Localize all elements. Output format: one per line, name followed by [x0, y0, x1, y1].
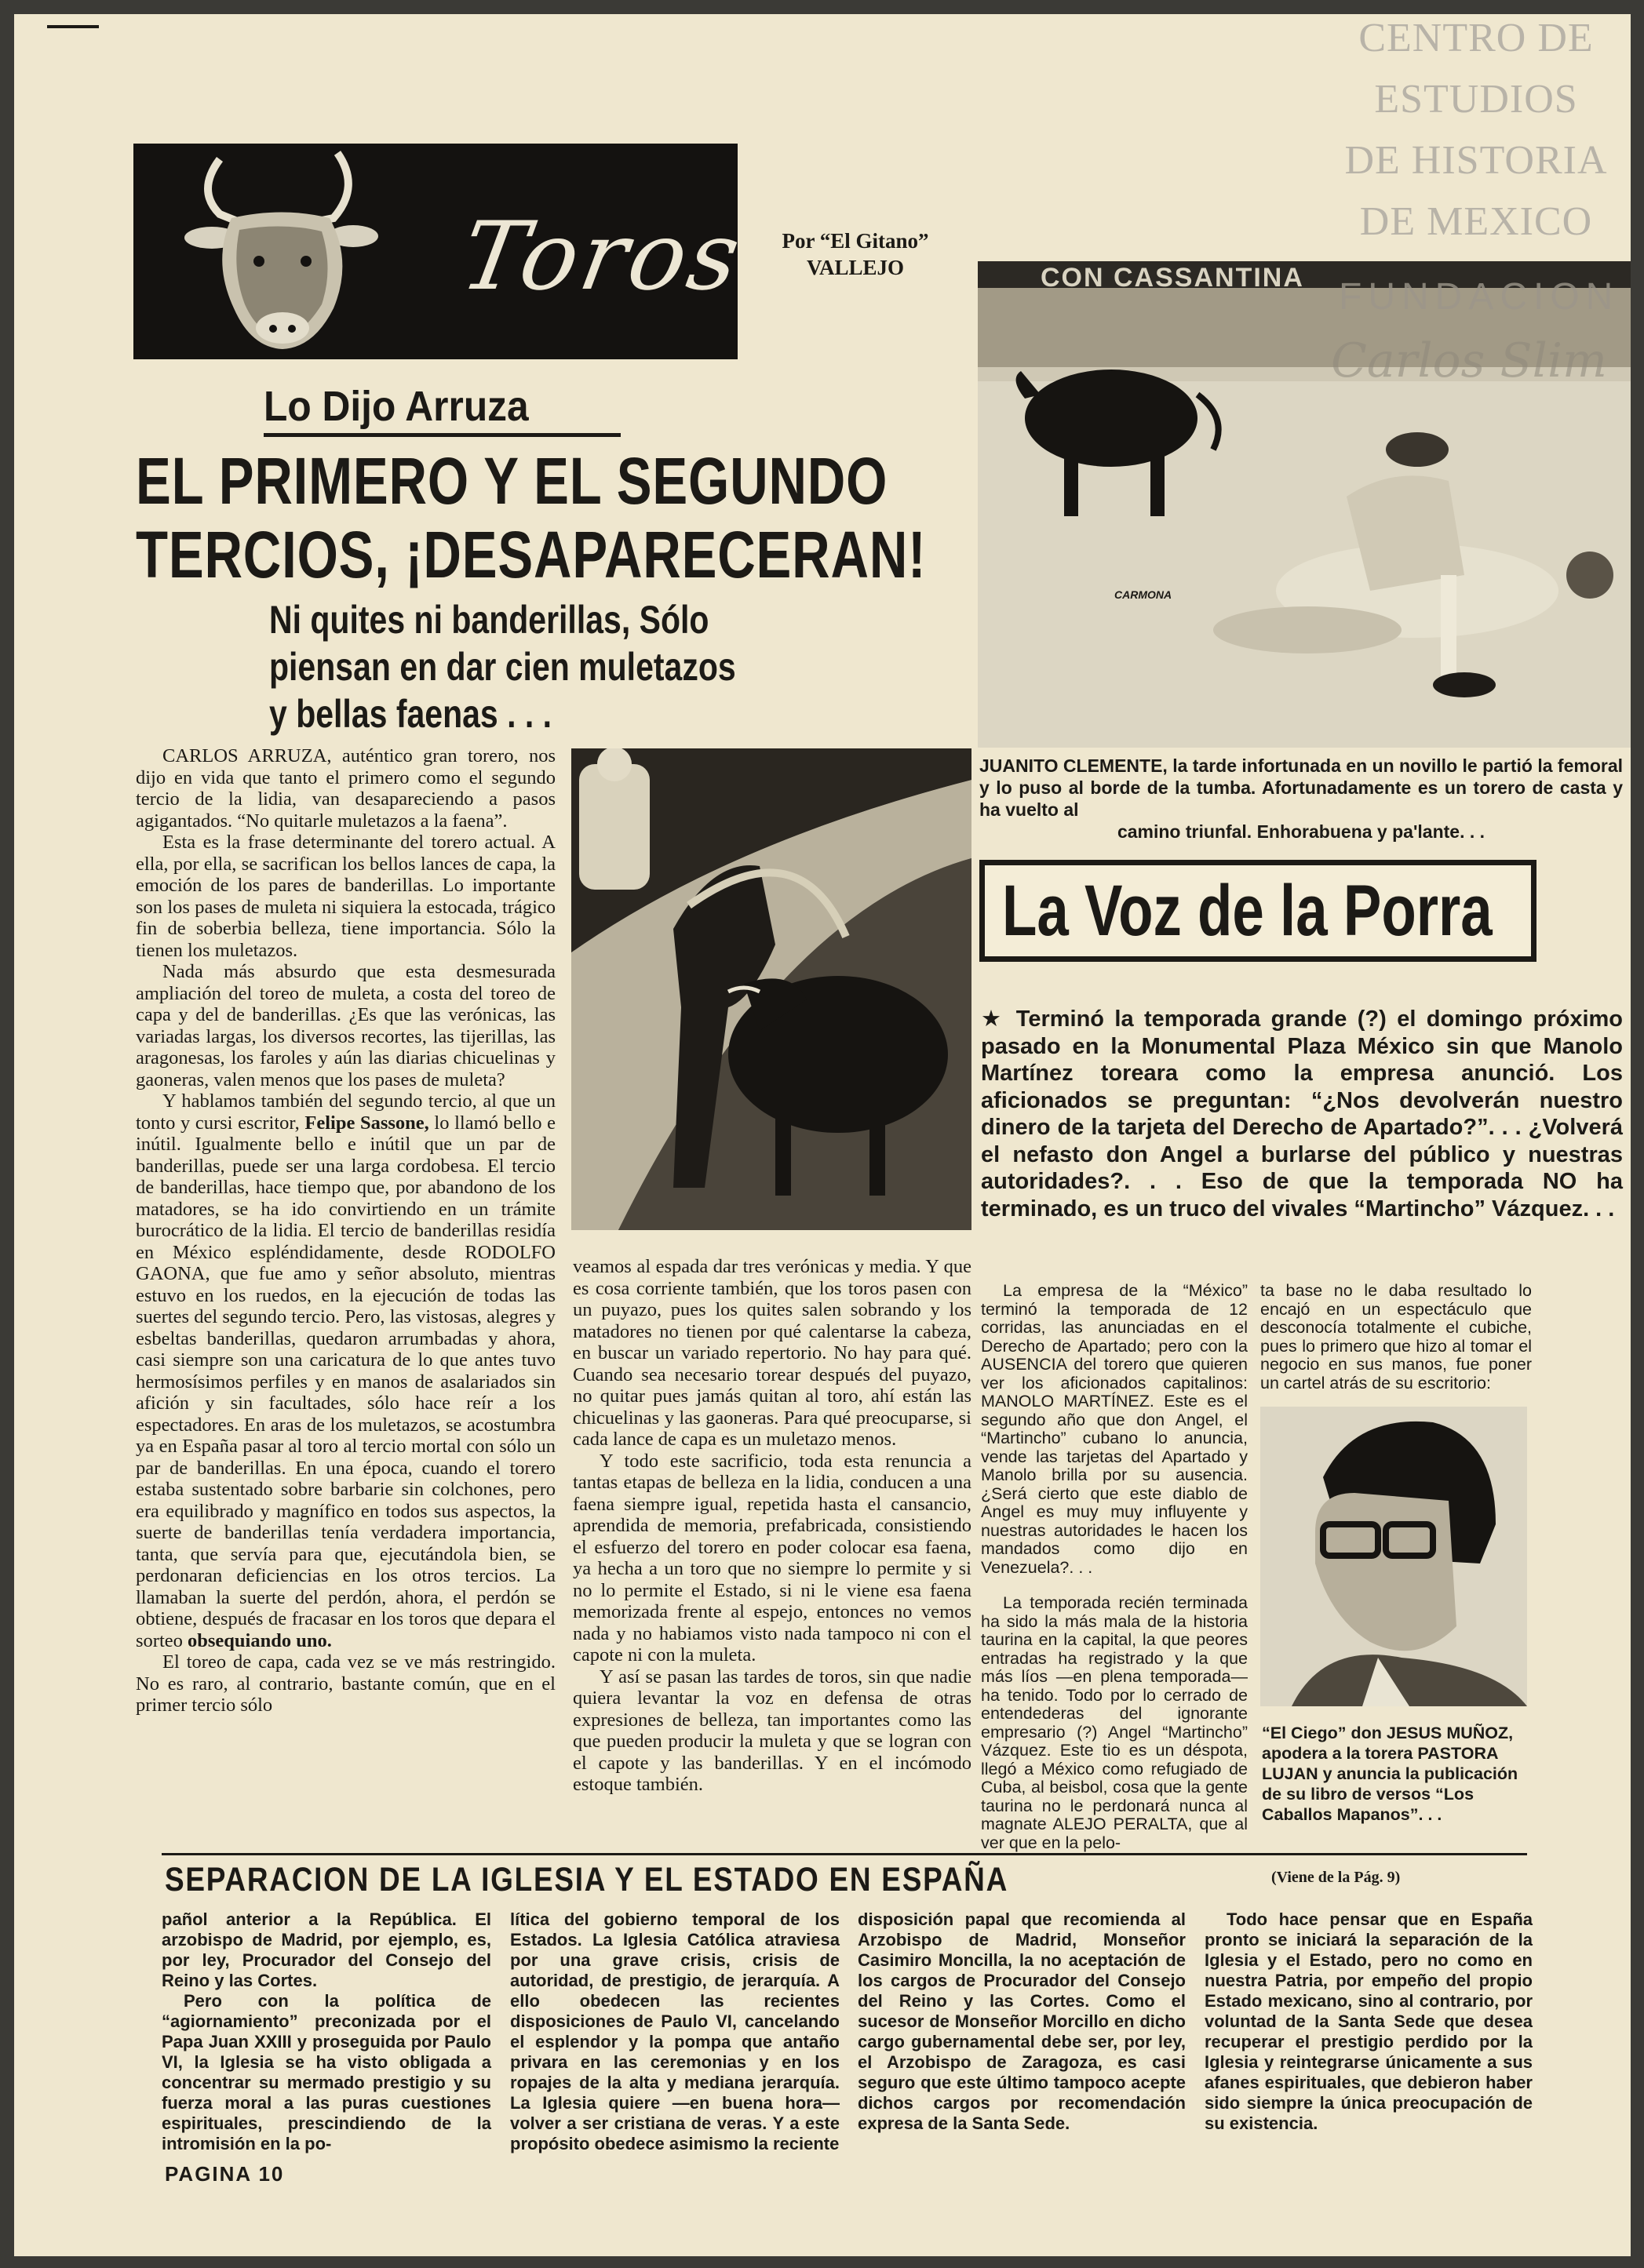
goring-photo [978, 261, 1631, 748]
porra-column-b [1260, 1282, 1532, 1410]
archive-watermark [1307, 14, 1631, 253]
headline [136, 444, 983, 592]
watermark-line: ESTUDIOS [1374, 77, 1578, 122]
paragraph: La temporada recién terminada ha sido la más mala de la historia taurina en la capital, la que peores entradas ha registrado y la que más líos —en plena temporada— ha tenido. Todo por lo cerrado de entendederas del ignorante empresario (?) Angel “Martincho” Vázquez. Este tio es un déspota, llegó a México como refugiado de Cuba, al beisbol, cosa que la gente taurina no le perdonará nunca al magnate ALEJO PERALTA, que al ver que en la pelo- [981, 1593, 1248, 1852]
paragraph: pañol anterior a la República. El arzobispo de Madrid, por ejemplo, es, por ley, Procurador del Consejo del Reino y las Cortes. [162, 1909, 491, 1990]
bottom-column-1 [162, 1909, 491, 2154]
bottom-column-4 [1205, 1909, 1533, 2134]
paragraph: Nada más absurdo que esta desmesurada ampliación del toreo de muleta, a costa del toreo de capa y del de banderillas. ¿Es que las verónicas, las variadas largas, los diversos recortes, las tijerillas, las aragonesas, los faroles y aún las diarias chicuelinas y gaoneras, valen menos que los pases de muleta? [136, 961, 556, 1090]
bullfight-photo [571, 748, 971, 1230]
bottom-column-2 [510, 1909, 840, 2154]
bullfighter-image [571, 748, 971, 1230]
page-number: PAGINA 10 [165, 2162, 285, 2186]
deck [269, 596, 866, 737]
paragraph: La empresa de la “México” terminó la temporada de 12 corridas, las anunciadas en el Derecho de Apartado; pero con la AUSENCIA del torero que quieren ver los aficionados capitalinos: MANOLO MARTÍNEZ. Este es el segundo año que don Angel, el “Martincho” cubano lo anuncia, vende las tarjetas del Apartado y Manolo brilla por su ausencia. ¿Será cierto que este diablo de Angel es muy muy influyente y nuestras autoridades le hacen los mandados como dijo en Venezuela?. . . [981, 1282, 1248, 1577]
headline-line-2: TERCIOS, ¡DESAPARECERAN! [136, 518, 927, 592]
bold-name: Felipe Sassone, [304, 1112, 429, 1134]
headline-line-1: EL PRIMERO Y EL SEGUNDO [136, 444, 888, 518]
caption-line: camino triunfal. Enhorabuena y pa'lante. . . [1117, 821, 1485, 842]
paragraph: Pero con la política de “agiornamiento” preconizada por el Papa Juan XXIII y proseguida por Paulo VI, la Iglesia se ha visto obligada a concentrar su mermado prestigio y su fuerza moral a las puras cuestiones espirituales, prescindiendo de la intromisión en la po- [162, 1991, 491, 2153]
photo-stamp: FUNDACION [1339, 276, 1620, 318]
paragraph: El toreo de capa, cada vez se ve más restringido. No es raro, al contrario, bastante común, que en el primer tercio sólo [136, 1651, 556, 1716]
byline-line-1: Por “El Gitano” [782, 229, 929, 253]
paragraph: Y todo este sacrificio, toda esta renuncia a tantas etapas de belleza en la lidia, conducen a una faena siempre igual, repetida hasta el cansancio, aprendida de memoria, prefabricada, consistiendo el esfuerzo del torero en poder colocar esa faena, ya hecha a un toro que no siempre lo permite y si no lo permite el Estado, si ni le viene esa faena memorizada frente al espejo, entonces no vemos nada y no habiamos visto nada tampoco ni con el capote ni con la muleta. [573, 1450, 971, 1666]
watermark-line: CENTRO DE [1358, 16, 1594, 60]
paragraph: Y así se pasan las tardes de toros, sin que nadie quiera levantar la voz en defensa de otras expresiones de belleza, tan importantes como las que pueden producir la muleta y que se logran con el capote y las banderillas. Y en el incómodo estoque también. [573, 1666, 971, 1795]
paragraph: Esta es la frase determinante del torero actual. A ella, por ella, se sacrifican los bellos lances de capa, la emoción de los pares de banderillas. Lo importante son los pases de muleta ni siquiera la estocada, trágico fin de soberbia belleza, tiene importancia. Sólo la tienen los muletazos. [136, 832, 556, 961]
text-run: lo llamó bello e inútil. Igualmente bello e inútil que un par de banderillas, puede ser una larga cordobesa. El tercio de banderillas, hace tiempo que, por abandono de los matadores, se ha ido convirtiendo en un trámite burocrático de la lidia. El tercio de banderillas residía en México espléndidamente, desde RODOLFO GAONA, que fue amo y señor absoluto, mientras estuvo en los ruedos, en la ejecución de todas las suertes del segundo tercio. Pero, las vistosas, alegres y esbeltas banderillas, quedaron arrumbadas y ahora, casi siempre son una caricatura de lo que antes tuvo hermosísimos perfiles y en manos de asalariados sin afición y sin facultades, sólo hace reír a los espectadores. En aras de los muletazos, se acostumbra ya en España pasar al toro al tercio mortal con sólo un par de banderillas. En una época, cuando el torero estaba sustentado sobre barbarie sin colchones, pero era equilibrado y magnífico en todos sus aspectos, la suerte de banderillas tenía verdadera importancia, tanta, que servía para que, ejecutándola bien, se perdonaran deficiencias en los otros tercios. La llamaban la suerte del perdón, ahora, el perdón se obtiene, después de fracasar en los toros que depara el sorteo [136, 1112, 556, 1651]
bold-phrase: obsequiando uno. [188, 1629, 332, 1651]
paragraph: ta base no le daba resultado lo encajó en un espectáculo que desconocía totalmente el cubiche, pues lo primero que hizo al tomar el negocio en sus manos, fue poner un cartel atrás de su escritorio: [1260, 1281, 1532, 1392]
byline [777, 228, 934, 281]
photo-script: Carlos Slim [1331, 333, 1607, 388]
deck-line-3: y bellas faenas . . . [269, 692, 552, 736]
porra-title: La Voz de la Porra [1002, 871, 1493, 951]
paragraph: Todo hace pensar que en España pronto se iniciará la separación de la Iglesia y el Estado, pero no como en nuestra Patria, por empeño del propio Estado mexicano, sino al contrario, por voluntad de la Santa Sede que desea recuperar el prestigio perdido por la Iglesia y reintegrarse únicamente a sus afanes espirituales, que debieron haber sido siempre la única preocupación de su existencia. [1205, 1909, 1533, 2133]
kicker-text: Lo Dijo Arruza [264, 383, 529, 430]
photo-signature: CARMONA [1114, 588, 1172, 601]
main-article-column-2 [573, 1256, 971, 1840]
toros-logo-box [133, 144, 751, 359]
kicker-underline [264, 433, 621, 437]
text-run: Y hablamos también del segundo tercio, al que un tonto y cursi escritor, [136, 1090, 556, 1134]
portrait-caption: “El Ciego” don JESUS MUÑOZ, apodera a la torera PASTORA LUJAN y anuncia la publicación de su libro de versos “Los Caballos Mapanos”. . . [1262, 1724, 1518, 1824]
bottom-article-title: SEPARACION DE LA IGLESIA Y EL ESTADO EN ESPAÑA [165, 1861, 1008, 1898]
bottom-column-3 [858, 1909, 1186, 2134]
paragraph: disposición papal que recomienda al Arzobispo de Madrid, Monseñor Casimiro Moncilla, la no aceptación de los cargos de Procurador del Consejo del Reino y las Cortes. Como el sucesor de Monseñor Morcillo en dicho cargo gubernamental debe ser, por ley, el Arzobispo de Zaragoza, es casi seguro que este último tampoco acepte dichos cargos por recomendación expresa de la Santa Sede. [858, 1909, 1186, 2133]
continued-note: (Viene de la Pág. 9) [1271, 1869, 1401, 1886]
main-article-column-1 [136, 745, 556, 1840]
paragraph [136, 1090, 556, 1651]
bull-head-icon [165, 144, 392, 359]
deck-line-1: Ni quites ni banderillas, Sólo [269, 598, 709, 642]
caption-line: JUANITO CLEMENTE, la tarde infortunada en un novillo le partió la femoral y lo puso al borde de la tumba. Afortunadamente es un torero de casta y ha vuelto al [979, 755, 1624, 820]
newspaper-page [14, 14, 1631, 2256]
paragraph: lítica del gobierno temporal de los Estados. La Iglesia Católica atraviesa por una grave crisis, crisis de autoridad, de prestigio, de jerarquía. A ello obedecen las recientes disposiciones de Paulo VI, cancelando el esplendor y la pompa que antaño privara en las ceremonias y en los ropajes de la alta y mediana jerarquía. La Iglesia quiere —en buena hora— volver a ser cristiana de veras. Y a este propósito obedece asimismo la reciente [510, 1909, 840, 2153]
kicker [264, 381, 632, 437]
porra-title-box [979, 860, 1536, 962]
portrait-image [1260, 1407, 1527, 1706]
portrait-photo [1260, 1407, 1527, 1706]
paragraph: CARLOS ARRUZA, auténtico gran torero, nos dijo en vida que tanto el primero como el segundo tercio de la lidia, van desapareciendo a pasos agigantados. “No quitarle muletazos a la faena”. [136, 745, 556, 832]
byline-line-2: VALLEJO [806, 256, 905, 279]
paragraph: veamos al espada dar tres verónicas y media. Y que es cosa corriente también, que los toros pasen con un puyazo, pues los quites salen sobrando y los matadores no tienen por qué calentarse la cabeza, en buscar un variado repertorio. No hay para qué. Cuando sea necesario torear después del puyazo, no quitar pues jamás quitan al toro, ahí están las chicuelinas y las gaoneras. Para qué preocuparse, si cada lance de capa es un muletazo menos. [573, 1256, 971, 1450]
corner-rule [47, 25, 99, 28]
goring-caption [979, 755, 1623, 843]
photo-banner: CON CASSANTINA [1041, 263, 1304, 293]
section-logo-text: Toros [453, 202, 751, 311]
deck-line-2: piensan en dar cien muletazos [269, 645, 736, 689]
bottom-section-rule [162, 1853, 1527, 1855]
porra-column-a [981, 1282, 1248, 1859]
porra-lead: ★ Terminó la temporada grande (?) el domingo próximo pasado en la Monumental Plaza México sin que Manolo Martínez toreara como la empresa anunció. Los aficionados se preguntan: “¿Nos devolverán nuestro dinero de la tarjeta del Derecho de Apartado?”. . . ¿Volverá el nefasto don Angel a burlarse del público y nuestras autoridades?. . . Eso de que la temporada NO ha terminado, es un truco del vivales “Martincho” Vázquez. . . [981, 1007, 1623, 1221]
watermark-line: DE MEXICO [1359, 199, 1593, 244]
watermark-line: DE HISTORIA [1344, 138, 1608, 183]
